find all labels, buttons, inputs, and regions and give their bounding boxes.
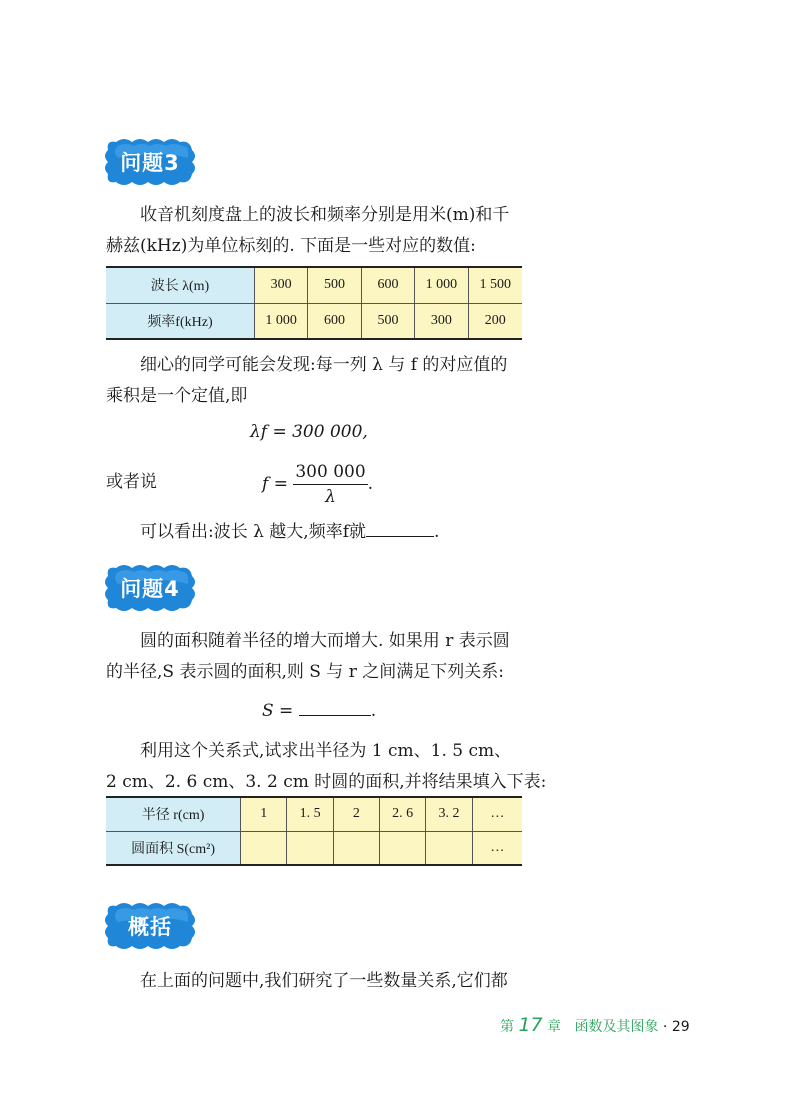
table-cell: … [472, 797, 522, 831]
or-say-label: 或者说 [106, 472, 157, 492]
chapter-title: 函数及其图象 [574, 1019, 659, 1035]
footer-separator: · [662, 1019, 668, 1035]
table-cell: 500 [308, 267, 361, 303]
problem4-line2: 的半径,S 表示圆的面积,则 S 与 r 之间满足下列关系: [106, 662, 504, 682]
fraction-denominator: λ [325, 487, 336, 507]
summary-line1: 在上面的问题中,我们研究了一些数量关系,它们都 [140, 971, 508, 991]
table-cell: 1 000 [254, 303, 307, 339]
table-header-cell: 波长 λ(m) [106, 267, 254, 303]
radius-area-table [106, 796, 522, 866]
page-footer [500, 1014, 700, 1036]
summary-badge-label: 概括 [128, 915, 172, 939]
fraction-numerator: 300 000 [293, 462, 367, 485]
table-cell: 1 500 [468, 267, 522, 303]
table-input-cell[interactable] [333, 831, 379, 865]
area-formula-lhs: S = [262, 701, 294, 721]
problem3-intro-line1: 收音机刻度盘上的波长和频率分别是用米(m)和千 [140, 205, 510, 225]
use-line2: 2 cm、2. 6 cm、3. 2 cm 时圆的面积,并将结果填入下表: [106, 772, 547, 792]
table-cell: … [472, 831, 522, 865]
chapter-number: 17 [518, 1014, 543, 1036]
table-row [106, 267, 522, 303]
wavelength-frequency-table [106, 266, 522, 340]
conclusion-end: . [434, 522, 440, 542]
table-row [106, 797, 522, 831]
problem3-badge [102, 136, 198, 188]
chapter-suffix: 章 [547, 1019, 562, 1035]
table-cell: 3. 2 [426, 797, 472, 831]
conclusion-line [140, 517, 439, 548]
table-cell: 600 [361, 267, 414, 303]
table-cell: 300 [415, 303, 468, 339]
summary-badge [102, 900, 198, 952]
table-input-cell[interactable] [426, 831, 472, 865]
table-input-cell[interactable] [241, 831, 287, 865]
table-header-cell: 频率f(kHz) [106, 303, 254, 339]
problem4-badge-label: 问题4 [120, 577, 180, 601]
problem4-badge [102, 562, 198, 614]
table-cell: 2 [333, 797, 379, 831]
table-header-cell: 圆面积 S(cm²) [106, 831, 241, 865]
answer-blank[interactable] [366, 518, 434, 537]
area-formula [262, 697, 376, 721]
table-row [106, 303, 522, 339]
formula-fraction-lhs: f = [262, 474, 288, 494]
table-input-cell[interactable] [379, 831, 425, 865]
problem3-intro-line2: 赫兹(kHz)为单位标刻的. 下面是一些对应的数值: [106, 236, 476, 256]
formula-product: λf = 300 000, [250, 422, 368, 442]
problem4-line1: 圆的面积随着半径的增大而增大. 如果用 r 表示圆 [140, 631, 510, 651]
table-row [106, 831, 522, 865]
table-cell: 200 [468, 303, 522, 339]
area-formula-blank[interactable] [299, 697, 371, 716]
observation-line1: 细心的同学可能会发现:每一列 λ 与 f 的对应值的 [140, 355, 508, 375]
fraction [293, 462, 367, 507]
observation-line2: 乘积是一个定值,即 [106, 386, 248, 406]
problem3-badge-label: 问题3 [120, 151, 180, 175]
table-cell: 300 [254, 267, 307, 303]
table-cell: 1. 5 [287, 797, 333, 831]
chapter-prefix: 第 [500, 1019, 514, 1035]
table-cell: 1 000 [415, 267, 468, 303]
area-formula-end: . [370, 701, 377, 721]
formula-fraction [262, 462, 373, 507]
table-input-cell[interactable] [287, 831, 333, 865]
conclusion-text: 可以看出:波长 λ 越大,频率f就 [140, 522, 367, 542]
table-cell: 2. 6 [379, 797, 425, 831]
page-number: 29 [671, 1019, 690, 1035]
table-cell: 1 [241, 797, 287, 831]
table-cell: 500 [361, 303, 414, 339]
formula-fraction-end: . [367, 474, 374, 494]
table-header-cell: 半径 r(cm) [106, 797, 241, 831]
table-cell: 600 [308, 303, 361, 339]
use-line1: 利用这个关系式,试求出半径为 1 cm、1. 5 cm、 [140, 741, 512, 761]
